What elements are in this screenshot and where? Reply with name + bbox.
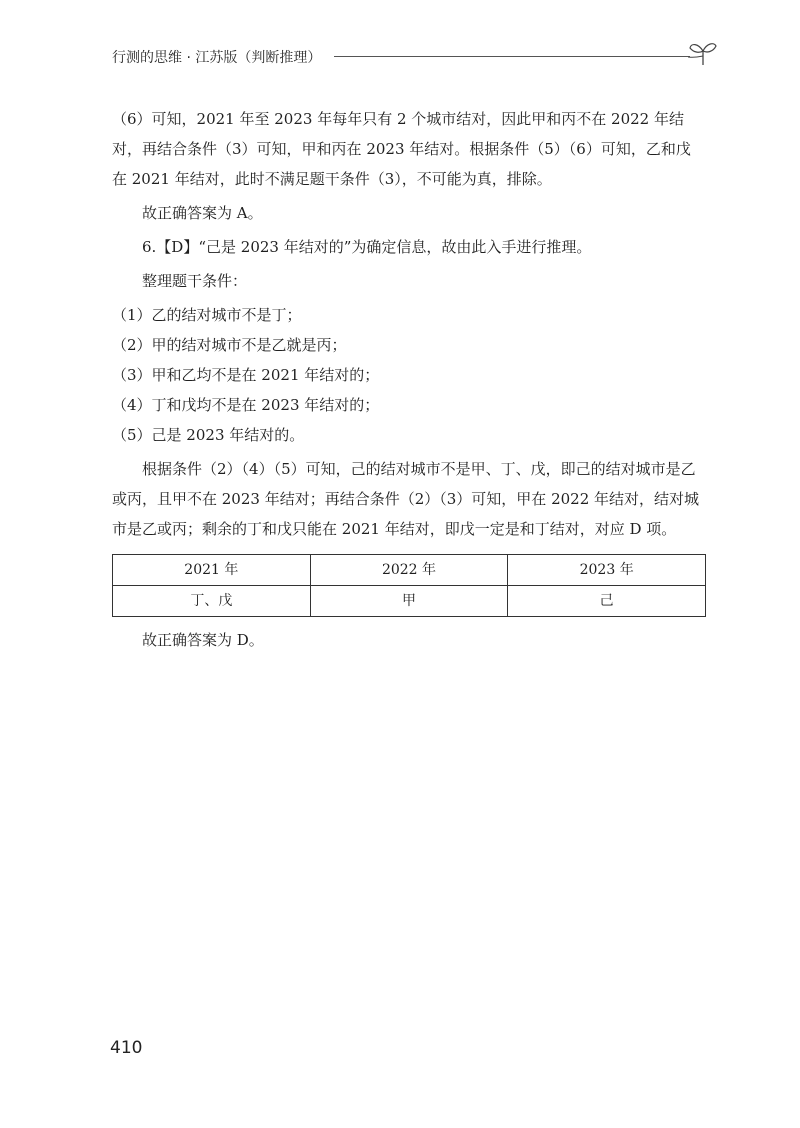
table-header-cell: 2021 年 [113, 555, 311, 586]
table-header-cell: 2022 年 [310, 555, 508, 586]
table-header-row [113, 555, 706, 586]
page-header [112, 40, 718, 70]
condition-4: （4）丁和戊均不是在 2023 年结对的； [112, 396, 380, 414]
content [112, 104, 704, 659]
table-cell: 己 [508, 586, 706, 617]
table-row [113, 586, 706, 617]
table-cell: 丁、戊 [113, 586, 311, 617]
header-rule [334, 56, 690, 57]
reasoning-paragraph: 根据条件（2）（4）（5）可知，己的结对城市不是甲、丁、戊，即己的结对城市是乙或丙，且甲不在 2023 年结对；再结合条件（2）（3）可知，甲在 2022 年结对，结对城市是乙或丙；剩余的丁和戊只能在 2021 年结对，即戊一定是和丁结对，对应 D 项。 [112, 460, 700, 538]
table-cell: 甲 [310, 586, 508, 617]
condition-3: （3）甲和乙均不是在 2021 年结对的； [112, 366, 380, 384]
condition-1: （1）乙的结对城市不是丁； [112, 306, 302, 324]
sprout-icon [688, 40, 718, 66]
condition-2: （2）甲的结对城市不是乙就是丙； [112, 336, 347, 354]
table-header-cell: 2023 年 [508, 555, 706, 586]
paragraph-continuation: （6）可知，2021 年至 2023 年每年只有 2 个城市结对，因此甲和丙不在 2022 年结对，再结合条件（3）可知，甲和丙在 2023 年结对。根据条件（5）（6）可知，乙和戊在 2021 年结对，此时不满足题干条件（3），不可能为真，排除。 [112, 110, 691, 188]
condition-5: （5）己是 2023 年结对的。 [112, 426, 305, 444]
page-number: 410 [110, 1038, 143, 1058]
header-title: 行测的思维 · 江苏版（判断推理） [112, 50, 322, 66]
answer-table [112, 554, 706, 617]
answer-line-d: 故正确答案为 D。 [142, 631, 264, 649]
conditions-intro: 整理题干条件： [142, 272, 248, 290]
answer-line-a: 故正确答案为 A。 [142, 204, 263, 222]
question-6-heading: 6.【D】“己是 2023 年结对的”为确定信息，故由此入手进行推理。 [142, 238, 592, 256]
